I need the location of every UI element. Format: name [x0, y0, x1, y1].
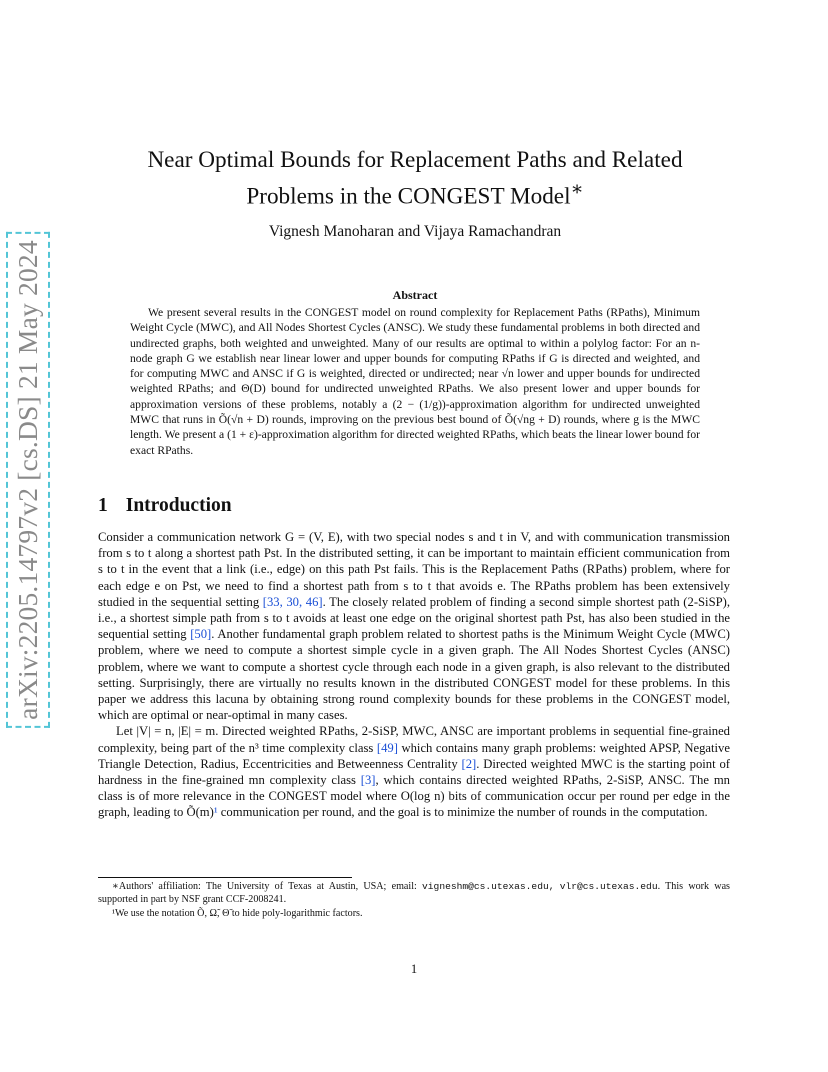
citation-link[interactable]: [2]	[461, 756, 477, 771]
citation-link[interactable]: [49]	[376, 740, 398, 755]
title-line-2: Problems in the CONGEST Model	[246, 183, 571, 210]
footnote-affiliation: ∗Authors' affiliation: The University of Texas at Austin, USA; email: vigneshm@cs.utexas.edu, vlr@cs.utexas.edu. This work was supported in part by NSF grant CCF-2008241.	[98, 881, 730, 906]
body-text	[98, 529, 730, 821]
paragraph: Let |V| = n, |E| = m. Directed weighted RPaths, 2-SiSP, MWC, ANSC are important problems in sequential fine-grained complexity, being part of the n³ time complexity class [49] which contains many graph problems: weighted APSP, Negative Triangle Detection, Radius, Eccentricities and Betweenness Centrality [2]. Directed weighted MWC is the starting point of hardness in the fine-grained mn complexity class [3], which contains directed weighted RPaths, 2-SiSP, ANSC. The mn class is of more relevance in the CONGEST model where O(log n) bits of communication occur per round per edge in the graph, leading to Õ(m)¹ communication per round, and the goal is to minimize the number of rounds in the computation.	[98, 724, 730, 820]
abstract-heading: Abstract	[392, 288, 438, 302]
citation-link[interactable]: [50]	[190, 627, 212, 642]
title-line-1: Near Optimal Bounds for Replacement Paths and Related	[147, 147, 683, 173]
email-link[interactable]: vigneshm@cs.utexas.edu,	[422, 881, 555, 892]
section-heading	[98, 494, 232, 518]
author-list: Vignesh Manoharan and Vijaya Ramachandran	[268, 223, 562, 240]
page-number: 1	[410, 962, 418, 976]
section-number: 1	[98, 495, 108, 516]
arxiv-stamp	[8, 240, 48, 720]
citation-link[interactable]: [33, 30, 46]	[262, 594, 323, 609]
abstract-text: We present several results in the CONGEST model on round complexity for Replacement Paths (RPaths), Minimum Weight Cycle (MWC), and All Nodes Shortest Cycles (ANSC). We study these fundamental problems in both directed and undirected graphs, both weighted and unweighted. Many of our results are optimal to within a polylog factor: For an n-node graph G we establish near linear lower and upper bounds for computing RPaths if G is directed and weighted, and for computing MWC and ANSC if G is weighted, directed or undirected; near √n lower and upper bounds for undirected weighted RPaths; and Θ(D) bound for undirected unweighted RPaths. We also present lower and upper bounds for approximation versions of these problems, notably a (2 − (1/g))-approximation algorithm for undirected unweighted MWC that runs in Õ(√n + D) rounds, improving on the previous best bound of Õ(√ng + D) rounds, where g is the MWC length. We present a (1 + ε)-approximation algorithm for directed weighted RPaths, which beats the linear lower bound for exact RPaths.	[130, 306, 700, 457]
paper-title	[100, 146, 730, 212]
title-footnote-marker: ∗	[570, 179, 584, 200]
footnote-link[interactable]: ¹	[213, 805, 218, 820]
arxiv-stamp-text: arXiv:2205.14797v2 [cs.DS] 21 May 2024	[11, 237, 45, 723]
footnotes	[98, 880, 730, 920]
section-title: Introduction	[125, 495, 232, 516]
footnote-divider	[98, 877, 352, 878]
citation-link[interactable]: [3]	[360, 773, 376, 788]
paragraph: Consider a communication network G = (V, E), with two special nodes s and t in V, and with communication transmission from s to t along a shortest path Pst. In the distributed setting, it can be important to maintain efficient communication from s to t in the event that a link (i.e., edge) on this path Pst fails. This is the Replacement Paths (RPaths) problem, where for each edge e on Pst, we need to find a shortest path from s to t that avoids e. The RPaths problem has been extensively studied in the sequential setting [33, 30, 46]. The closely related problem of finding a second simple shortest path (2-SiSP), i.e., a shortest simple path from s to t avoids at least one edge on the original shortest path Pst, has also been studied in the sequential setting [50]. Another fundamental graph problem related to shortest paths is the Minimum Weight Cycle (MWC) problem, where we need to compute a shortest simple cycle in a given graph. The All Nodes Shortest Cycles (ANSC) problem, where we want to compute a shortest cycle through each node in a given graph, is also relevant to the distributed setting. Surprisingly, there are virtually no results known in the distributed CONGEST model for these problems. In this paper we address this lacuna by obtaining strong round complexity bounds for these problems in the CONGEST model, which are optimal or near-optimal in many cases.	[98, 530, 730, 723]
email-link[interactable]: vlr@cs.utexas.edu	[559, 881, 658, 892]
footnote-notation: ¹We use the notation Õ, Ω̃, Θ̃ to hide poly-logarithmic factors.	[112, 907, 363, 919]
